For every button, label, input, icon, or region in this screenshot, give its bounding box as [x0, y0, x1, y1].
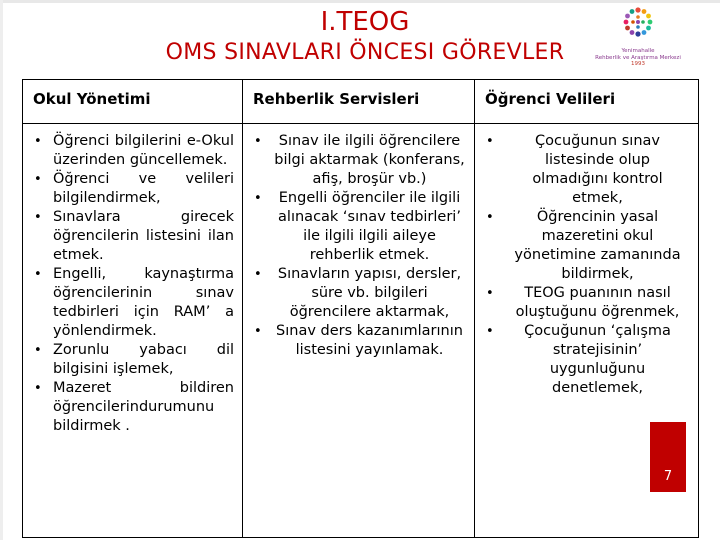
duties-table	[22, 79, 699, 538]
title-line-1: I.TEOG	[320, 7, 410, 37]
logo-caption	[583, 48, 693, 68]
list-item: • Öğrenci bilgilerini e-Okul üzerinden güncellemek.	[31, 132, 234, 170]
page-number-badge	[650, 422, 686, 492]
list-item: • Çocuğunun sınav listesinde olup olmadığını kontrol etmek,	[483, 132, 690, 208]
guidance-services-list	[251, 132, 466, 360]
list-item: • Sınav ders kazanımlarının listesini yayınlamak.	[251, 322, 466, 360]
ram-logo	[583, 6, 693, 78]
slide-left-border	[0, 0, 3, 540]
list-item: • Öğrenci ve velileri bilgilendirmek,	[31, 170, 234, 208]
list-item: • Sınavların yapısı, dersler, süre vb. bilgileri öğrencilere aktarmak,	[251, 265, 466, 322]
list-item: • Öğrencinin yasal mazeretini okul yönetimine zamanında bildirmek,	[483, 208, 690, 284]
header-student-parents: Öğrenci Velileri	[475, 80, 699, 124]
header-guidance-services: Rehberlik Servisleri	[243, 80, 475, 124]
list-item: • Çocuğunun ‘çalışma stratejisinin’ uygunluğunu denetlemek,	[483, 322, 690, 398]
logo-line-1: Yenimahalle	[621, 48, 655, 54]
flower-logo-icon	[621, 6, 655, 46]
table-body-row	[23, 124, 699, 538]
title-line-2: OMS SINAVLARI ÖNCESI GÖREVLER	[165, 40, 565, 65]
list-item: • Mazeret bildiren öğrencilerindurumunu bildirmek .	[31, 379, 234, 436]
page-number: 7	[663, 469, 673, 484]
slide-top-border	[0, 0, 720, 3]
logo-line-3: 1993	[631, 61, 645, 67]
list-item: • Zorunlu yabacı dil bilgisini işlemek,	[31, 341, 234, 379]
list-item: • TEOG puanının nasıl oluştuğunu öğrenmek,	[483, 284, 690, 322]
logo-line-2: Rehberlik ve Araştırma Merkezi	[595, 54, 681, 61]
school-management-cell	[23, 124, 243, 538]
list-item: • Engelli, kaynaştırma öğrencilerinin sınav tedbirleri için RAM’ a yönlendirmek.	[31, 265, 234, 341]
slide-title	[130, 6, 600, 68]
school-management-list	[31, 132, 234, 436]
table-header-row	[23, 80, 699, 124]
guidance-services-cell	[243, 124, 475, 538]
list-item: • Sınav ile ilgili öğrencilere bilgi aktarmak (konferans, afiş, broşür vb.)	[251, 132, 466, 189]
header-school-management: Okul Yönetimi	[23, 80, 243, 124]
list-item: • Sınavlara girecek öğrencilerin listesini ilan etmek.	[31, 208, 234, 265]
student-parents-list	[483, 132, 690, 398]
list-item: • Engelli öğrenciler ile ilgili alınacak ‘sınav tedbirleri’ ile ilgili ilgili aileye rehberlik etmek.	[251, 189, 466, 265]
